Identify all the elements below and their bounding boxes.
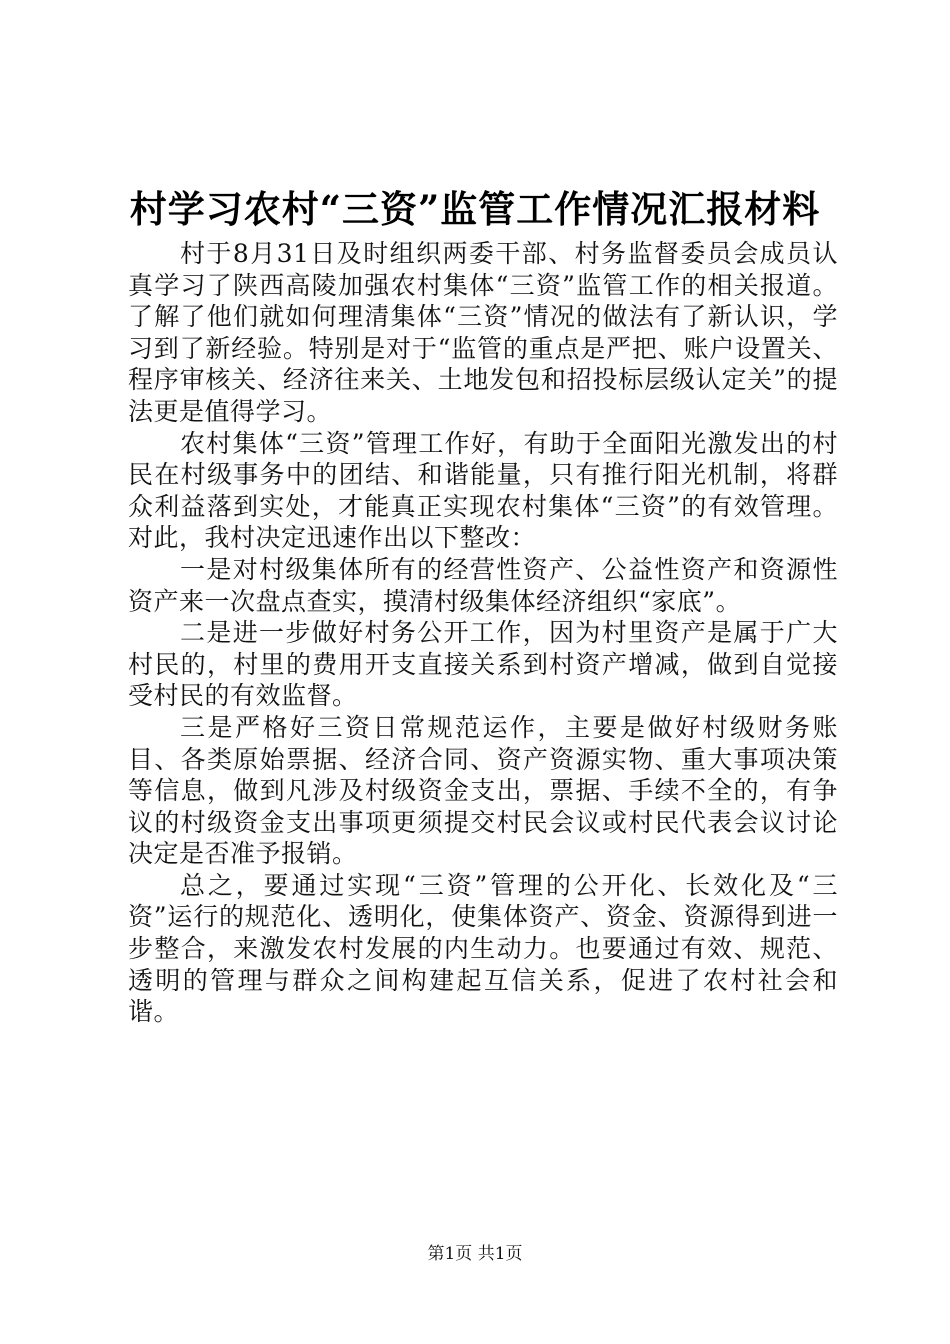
paragraph-2: 农村集体“三资”管理工作好，有助于全面阳光激发出的村民在村级事务中的团结、和谐能量，只有推行阳光机制，将群众利益落到实处，才能真正实现农村集体“三资”的有效管理。对此，我村决定迅速作出以下整改： bbox=[128, 428, 838, 553]
paragraph-3: 一是对村级集体所有的经营性资产、公益性资产和资源性资产来一次盘点查实，摸清村级集体经济组织“家底”。 bbox=[128, 554, 838, 616]
document-title: 村学习农村“三资”监管工作情况汇报材料 bbox=[129, 187, 821, 231]
paragraph-1: 村于8月31日及时组织两委干部、村务监督委员会成员认真学习了陕西高陵加强农村集体“三资”监管工作的相关报道。了解了他们就如何理清集体“三资”情况的做法有了新认识，学习到了新经验。特别是对于“监管的重点是严把、账户设置关、程序审核关、经济往来关、土地发包和招投标层级认定关”的提法更是值得学习。 bbox=[128, 239, 838, 426]
paragraph-4: 二是进一步做好村务公开工作，因为村里资产是属于广大村民的，村里的费用开支直接关系到村资产增减，做到自觉接受村民的有效监督。 bbox=[128, 618, 838, 711]
page-footer: 第1页 共1页 bbox=[427, 1244, 523, 1264]
paragraph-5: 三是严格好三资日常规范运作，主要是做好村级财务账目、各类原始票据、经济合同、资产资源实物、重大事项决策等信息，做到凡涉及村级资金支出，票据、手续不全的，有争议的村级资金支出事项更须提交村民会议或村民代表会议讨论决定是否准予报销。 bbox=[128, 712, 838, 869]
paragraph-6: 总之，要通过实现“三资”管理的公开化、长效化及“三资”运行的规范化、透明化，使集体资产、资金、资源得到进一步整合，来激发农村发展的内生动力。也要通过有效、规范、透明的管理与群众之间构建起互信关系，促进了农村社会和谐。 bbox=[128, 870, 838, 1027]
document-body bbox=[128, 238, 838, 1028]
